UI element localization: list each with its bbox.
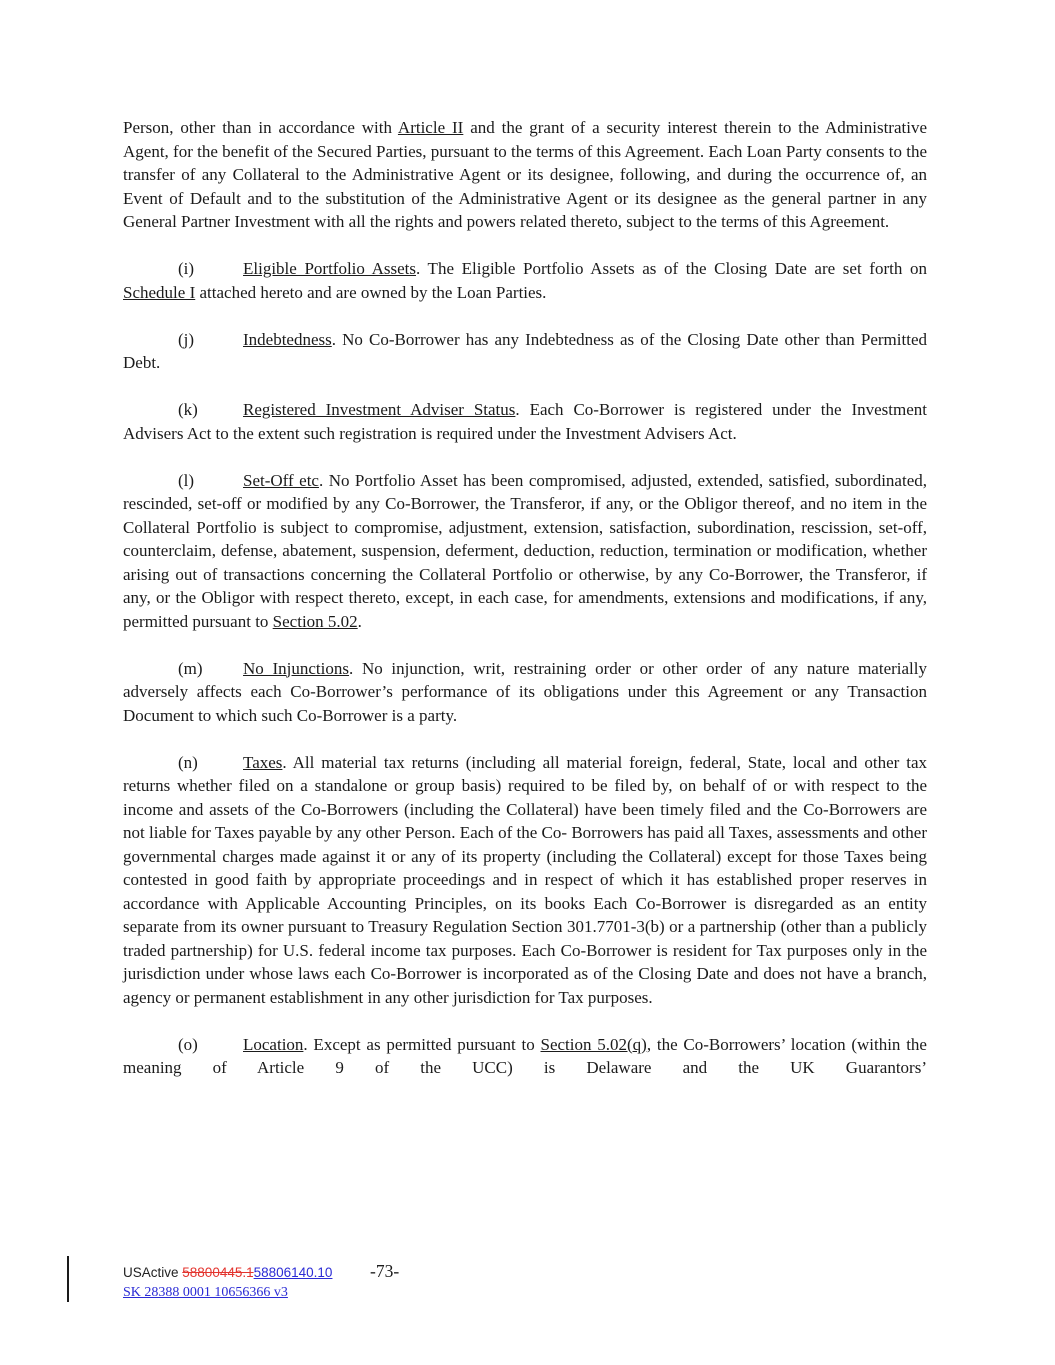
paragraph-continuation xyxy=(123,116,927,234)
paragraph-l-set-off-etc xyxy=(123,469,927,634)
text-run: . All material tax returns (including all material foreign, federal, State, local and other tax returns whether filed on a standalone or group basis) required to be filed by, on behalf of or with respect to the income and assets of the Co-Borrowers (including the Collateral) have been timely filed and the Co-Borrowers are not liable for Taxes payable by any other Person. Each of the Co- Borrowers has paid all Taxes, assessments and other governmental charges made against it or any of its property (including the Collateral) except for those Taxes being contested in good faith by appropriate proceedings and in respect of which it has established proper reserves in accordance with Applicable Accounting Principles, on its books Each Co-Borrower is disregarded as an entity separate from its owner pursuant to Treasury Regulation Section 301.7701-3(b) or a partnership (other than a publicly traded partnership) for U.S. federal income tax purposes. Each Co-Borrower is resident for Tax purposes only in the jurisdiction under whose laws each Co-Borrower is incorporated as of the Closing Date and does not have a branch, agency or permanent establishment in any other jurisdiction for Tax purposes. xyxy=(123,752,927,1007)
text-run: . The Eligible Portfolio Assets as of the Closing Date are set forth on xyxy=(415,259,927,278)
underlined-reference-text: Article II xyxy=(397,118,464,137)
paragraph-label-n: (n) xyxy=(178,752,198,772)
paragraph-label-l: (l) xyxy=(178,470,195,490)
paragraph-label-i: (i) xyxy=(178,259,195,278)
workspace-label: USActive xyxy=(123,1265,183,1280)
text-run: Person, other than in accordance with xyxy=(123,118,398,137)
underlined-reference-text: Section 5.02(q) xyxy=(540,1034,647,1054)
text-run: . No Co-Borrower has any Indebtedness as of the Closing Date other than Permitted Debt. xyxy=(123,329,927,372)
underlined-reference-text: Schedule I xyxy=(123,282,196,302)
paragraph-i-eligible-portfolio-assets xyxy=(123,257,927,304)
deleted-document-number: 58800445.1 xyxy=(182,1265,254,1280)
underlined-reference-text: Registered Investment Adviser Status xyxy=(243,400,516,419)
matter-id-text: SK 28388 0001 10656366 v3 xyxy=(123,1285,288,1300)
page-body-text xyxy=(123,116,927,1080)
text-run: . No injunction, writ, restraining order or other order of any nature materially adversely affects each Co-Borrower’s performance of its obligations under this Agreement or any Transaction Document to which such Co-Borrower is a party. xyxy=(123,658,927,725)
text-run: . Each Co-Borrower is registered under the Investment Advisers Act to the extent such registration is required under the Investment Advisers Act. xyxy=(123,400,927,443)
paragraph-n-taxes xyxy=(123,751,927,1010)
paragraph-m-no-injunctions xyxy=(123,657,927,728)
footer-matter-id xyxy=(123,1284,288,1301)
inserted-document-number: 58806140.10 xyxy=(253,1265,333,1280)
revision-change-bar xyxy=(67,1256,69,1302)
underlined-reference-text: No Injunctions xyxy=(243,658,349,678)
text-run: . Except as permitted pursuant to xyxy=(303,1034,541,1054)
underlined-reference-text: Taxes xyxy=(243,752,283,772)
paragraph-label-j: (j) xyxy=(178,329,195,349)
paragraph-label-m: (m) xyxy=(178,658,203,678)
text-run: . xyxy=(357,611,362,631)
paragraph-o-location xyxy=(123,1033,927,1080)
text-run: , the Co-Borrowers’ location (within the meaning of Article 9 of the UCC) is Delaware and the UK Guarantors’ xyxy=(123,1034,927,1077)
underlined-reference-text: Section 5.02 xyxy=(272,611,358,631)
paragraph-label-k: (k) xyxy=(178,400,198,419)
footer-document-stamp xyxy=(123,1264,332,1281)
underlined-reference-text: Location xyxy=(243,1034,304,1054)
paragraph-j-indebtedness xyxy=(123,328,927,375)
underlined-reference-text: Eligible Portfolio Assets xyxy=(243,259,416,278)
underlined-reference-text: Indebtedness xyxy=(243,329,332,349)
text-run: . No Portfolio Asset has been compromised, adjusted, extended, satisfied, subordinated, rescinded, set-off or modified by any Co-Borrower, the Transferor, if any, or the Obligor thereof, and no item in the Collateral Portfolio is subject to compromise, adjustment, extension, satisfaction, subordination, rescission, set-off, counterclaim, defense, abatement, suspension, deferment, deduction, reduction, termination or modification, whether arising out of transactions concerning the Collateral Portfolio or otherwise, by any Co-Borrower, the Transferor, if any, or the Obligor with respect thereto, except, in each case, for amendments, extensions and modifications, if any, permitted pursuant to xyxy=(123,470,927,631)
paragraph-label-o: (o) xyxy=(178,1034,198,1054)
text-run: attached hereto and are owned by the Loan Parties. xyxy=(195,282,547,302)
page-number: -73- xyxy=(370,1261,400,1281)
underlined-reference-text: Set-Off etc xyxy=(243,470,319,490)
paragraph-k-registered-investment-adviser-status xyxy=(123,398,927,445)
text-run: and the grant of a security interest therein to the Administrative Agent, for the benefit of the Secured Parties, pursuant to the terms of this Agreement. Each Loan Party consents to the transfer of any Collateral to the Administrative Agent or its designee, following, and during the occurrence of, an Event of Default and to the substitution of the Administrative Agent or its designee as the general partner in any General Partner Investment with all the rights and powers related thereto, subject to the terms of this Agreement. xyxy=(123,118,927,231)
